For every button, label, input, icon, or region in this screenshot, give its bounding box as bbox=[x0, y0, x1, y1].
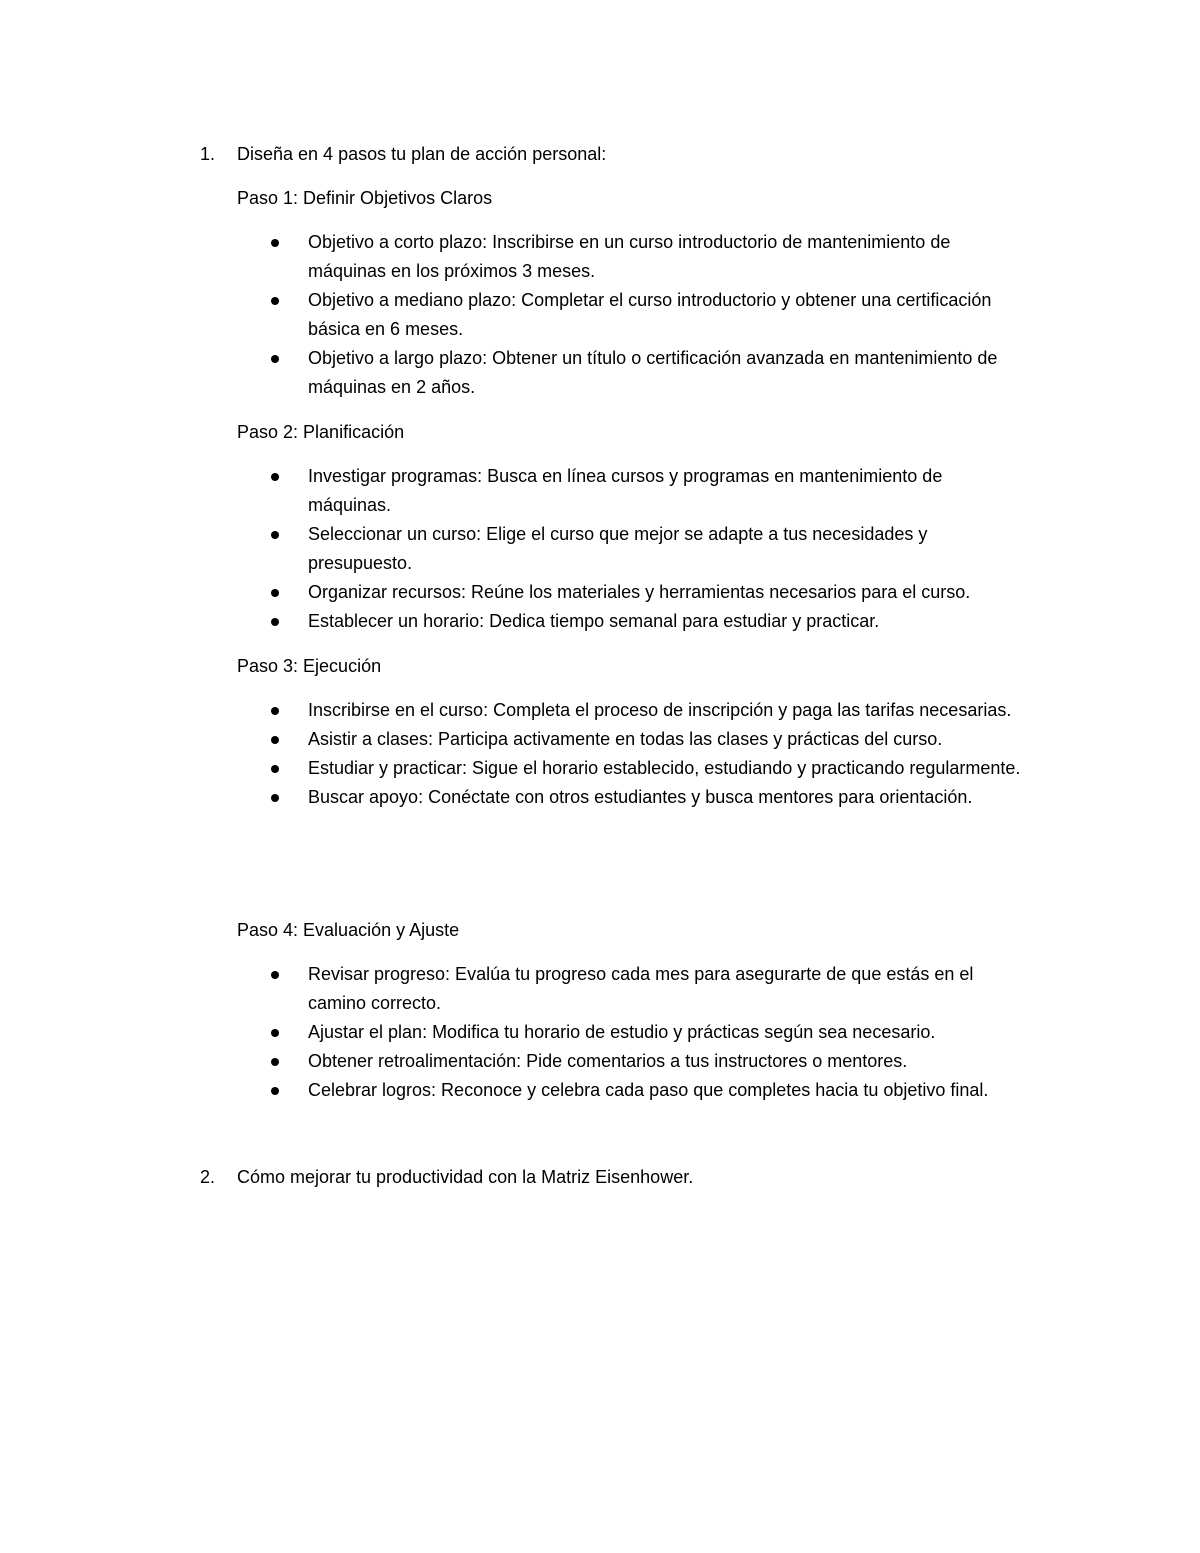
bullet-icon bbox=[271, 794, 279, 802]
list-item bbox=[237, 578, 1037, 607]
list-item bbox=[237, 1047, 1037, 1076]
step-1-heading: Paso 1: Definir Objetivos Claros bbox=[237, 188, 493, 208]
list-item bbox=[237, 1018, 1037, 1047]
bullet-icon bbox=[271, 355, 279, 363]
bullet-icon bbox=[271, 765, 279, 773]
list-item bbox=[237, 725, 1037, 754]
list-item bbox=[237, 607, 1037, 636]
list-item bbox=[237, 754, 1037, 783]
list-item-text: Revisar progreso: Evalúa tu progreso cada mes para asegurarte de que estás en el camino correcto. bbox=[308, 964, 974, 1013]
list-item-text: Celebrar logros: Reconoce y celebra cada paso que completes hacia tu objetivo final. bbox=[308, 1080, 989, 1100]
list-item bbox=[237, 960, 1037, 1018]
step-4-list bbox=[237, 960, 1037, 1105]
list-item-text: Objetivo a largo plazo: Obtener un título o certificación avanzada en mantenimiento de máquinas en 2 años. bbox=[308, 348, 998, 397]
list-item-text: Objetivo a mediano plazo: Completar el curso introductorio y obtener una certificación básica en 6 meses. bbox=[308, 290, 992, 339]
bullet-icon bbox=[271, 239, 279, 247]
step-4-heading: Paso 4: Evaluación y Ajuste bbox=[237, 920, 460, 940]
step-2-heading: Paso 2: Planificación bbox=[237, 422, 405, 442]
step-3-heading: Paso 3: Ejecución bbox=[237, 656, 382, 676]
list-item-text: Objetivo a corto plazo: Inscribirse en un curso introductorio de mantenimiento de máquinas en los próximos 3 meses. bbox=[308, 232, 951, 281]
list-item-text: Organizar recursos: Reúne los materiales y herramientas necesarios para el curso. bbox=[308, 582, 971, 602]
list-item bbox=[237, 344, 1037, 402]
list-item bbox=[237, 286, 1037, 344]
item-number: 2. bbox=[200, 1167, 216, 1187]
list-item bbox=[237, 462, 1037, 520]
list-item bbox=[237, 696, 1037, 725]
bullet-icon bbox=[271, 473, 279, 481]
list-item-text: Investigar programas: Busca en línea cursos y programas en mantenimiento de máquinas. bbox=[308, 466, 943, 515]
item-text: Cómo mejorar tu productividad con la Matriz Eisenhower. bbox=[237, 1167, 694, 1187]
item-text: Diseña en 4 pasos tu plan de acción personal: bbox=[237, 144, 607, 164]
bullet-icon bbox=[271, 589, 279, 597]
step-2-list bbox=[237, 462, 1037, 636]
list-item bbox=[237, 228, 1037, 286]
step-1-list bbox=[237, 228, 1037, 402]
bullet-icon bbox=[271, 297, 279, 305]
list-item-text: Inscribirse en el curso: Completa el proceso de inscripción y paga las tarifas necesarias. bbox=[308, 700, 1012, 720]
bullet-icon bbox=[271, 1058, 279, 1066]
bullet-icon bbox=[271, 736, 279, 744]
bullet-icon bbox=[271, 971, 279, 979]
bullet-icon bbox=[271, 707, 279, 715]
list-item-text: Asistir a clases: Participa activamente en todas las clases y prácticas del curso. bbox=[308, 729, 943, 749]
bullet-icon bbox=[271, 1087, 279, 1095]
bullet-icon bbox=[271, 531, 279, 539]
list-item-text: Estudiar y practicar: Sigue el horario establecido, estudiando y practicando regularmente. bbox=[308, 758, 1021, 778]
list-item bbox=[237, 520, 1037, 578]
list-item-text: Buscar apoyo: Conéctate con otros estudiantes y busca mentores para orientación. bbox=[308, 787, 973, 807]
list-item bbox=[237, 783, 1037, 812]
step-3-list bbox=[237, 696, 1037, 812]
list-item-text: Obtener retroalimentación: Pide comentarios a tus instructores o mentores. bbox=[308, 1051, 908, 1071]
item-number: 1. bbox=[200, 144, 216, 164]
bullet-icon bbox=[271, 1029, 279, 1037]
bullet-icon bbox=[271, 618, 279, 626]
list-item bbox=[237, 1076, 1037, 1105]
list-item-text: Ajustar el plan: Modifica tu horario de estudio y prácticas según sea necesario. bbox=[308, 1022, 936, 1042]
list-item-text: Seleccionar un curso: Elige el curso que mejor se adapte a tus necesidades y presupuesto. bbox=[308, 524, 928, 573]
list-item-text: Establecer un horario: Dedica tiempo semanal para estudiar y practicar. bbox=[308, 611, 880, 631]
